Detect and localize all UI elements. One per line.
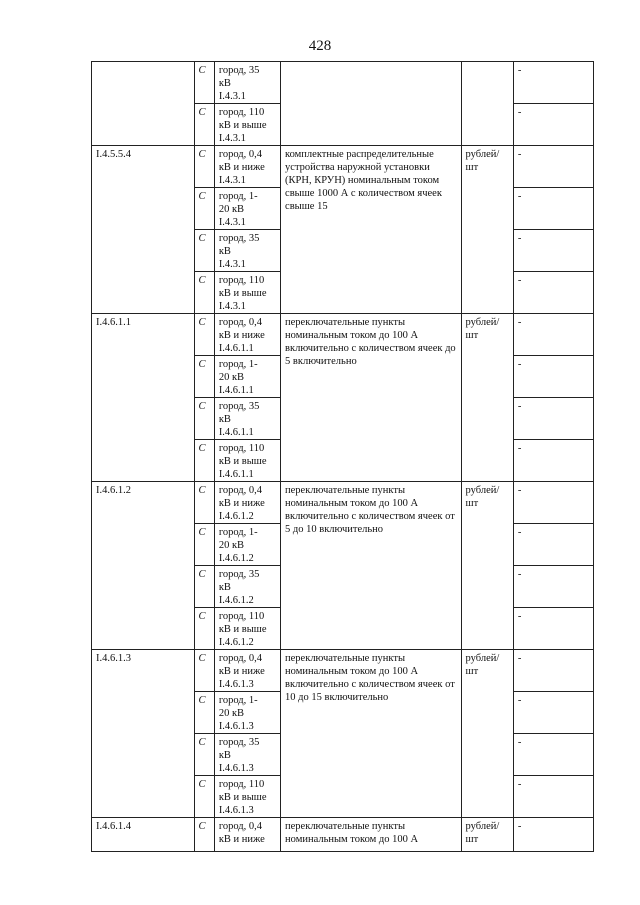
category-cell: С bbox=[194, 524, 214, 566]
voltage-city-line: город, 35 bbox=[218, 233, 260, 244]
voltage-city-line: I.4.6.1.2 bbox=[218, 595, 254, 606]
voltage-city-line: 20 кВ bbox=[218, 204, 245, 215]
voltage-city-line: I.4.3.1 bbox=[218, 301, 246, 312]
unit-line: рублей/ bbox=[465, 149, 500, 160]
voltage-city-line: кВ и ниже bbox=[218, 498, 265, 509]
value-cell: - bbox=[513, 818, 593, 852]
voltage-city-line: I.4.6.1.1 bbox=[218, 385, 254, 396]
voltage-city-line: I.4.6.1.3 bbox=[218, 763, 254, 774]
category-cell: С bbox=[194, 566, 214, 608]
value-cell: - bbox=[513, 524, 593, 566]
unit-cell bbox=[461, 146, 513, 314]
voltage-city-line: кВ bbox=[218, 750, 231, 761]
voltage-city-line: I.4.6.1.2 bbox=[218, 637, 254, 648]
voltage-city-cell bbox=[214, 398, 280, 440]
voltage-city-line: I.4.6.1.1 bbox=[218, 343, 254, 354]
voltage-city-cell bbox=[214, 440, 280, 482]
voltage-city-cell bbox=[214, 524, 280, 566]
category-cell: С bbox=[194, 482, 214, 524]
voltage-city-line: I.4.3.1 bbox=[218, 91, 246, 102]
unit-line: шт bbox=[465, 834, 479, 845]
item-code: I.4.6.1.2 bbox=[92, 482, 195, 650]
voltage-city-cell bbox=[214, 146, 280, 188]
voltage-city-line: I.4.6.1.1 bbox=[218, 427, 254, 438]
voltage-city-line: 20 кВ bbox=[218, 708, 245, 719]
voltage-city-line: I.4.3.1 bbox=[218, 133, 246, 144]
unit-line: рублей/ bbox=[465, 821, 500, 832]
voltage-city-line: кВ и выше bbox=[218, 792, 267, 803]
category-cell: С bbox=[194, 608, 214, 650]
unit-line: шт bbox=[465, 162, 479, 173]
item-description: комплектные распределительные устройства наружной установки (КРН, КРУН) номинальным током свыше 1000 А с количеством ячеек свыше 15 bbox=[281, 146, 462, 314]
unit-line: шт bbox=[465, 666, 479, 677]
voltage-city-cell bbox=[214, 230, 280, 272]
voltage-city-line: кВ и ниже bbox=[218, 834, 265, 845]
voltage-city-line: город, 110 bbox=[218, 443, 265, 454]
voltage-city-line: I.4.3.1 bbox=[218, 217, 246, 228]
category-cell: С bbox=[194, 440, 214, 482]
voltage-city-cell bbox=[214, 272, 280, 314]
voltage-city-line: I.4.6.1.3 bbox=[218, 679, 254, 690]
voltage-city-line: 20 кВ bbox=[218, 372, 245, 383]
category-cell: С bbox=[194, 650, 214, 692]
category-cell: С bbox=[194, 734, 214, 776]
voltage-city-line: I.4.3.1 bbox=[218, 175, 246, 186]
item-code: I.4.6.1.4 bbox=[92, 818, 195, 852]
table-row bbox=[92, 482, 594, 524]
voltage-city-line: кВ и выше bbox=[218, 456, 267, 467]
voltage-city-line: I.4.6.1.2 bbox=[218, 511, 254, 522]
unit-line: рублей/ bbox=[465, 317, 500, 328]
voltage-city-cell bbox=[214, 818, 280, 852]
voltage-city-line: кВ и выше bbox=[218, 288, 267, 299]
value-cell: - bbox=[513, 230, 593, 272]
voltage-city-line: кВ bbox=[218, 414, 231, 425]
tariff-table bbox=[91, 61, 594, 852]
voltage-city-line: город, 1- bbox=[218, 359, 258, 370]
voltage-city-line: кВ bbox=[218, 78, 231, 89]
code-cell-continued bbox=[92, 62, 195, 146]
category-cell: С bbox=[194, 398, 214, 440]
item-description: переключательные пункты номинальным током до 100 А включительно с количеством ячеек от 10 до 15 включительно bbox=[281, 650, 462, 818]
voltage-city-line: кВ и ниже bbox=[218, 330, 265, 341]
value-cell: - bbox=[513, 692, 593, 734]
voltage-city-cell bbox=[214, 650, 280, 692]
voltage-city-line: I.4.6.1.3 bbox=[218, 805, 254, 816]
voltage-city-line: кВ и ниже bbox=[218, 162, 265, 173]
category-cell: С bbox=[194, 230, 214, 272]
voltage-city-line: город, 35 bbox=[218, 401, 260, 412]
voltage-city-line: кВ и ниже bbox=[218, 666, 265, 677]
voltage-city-line: город, 1- bbox=[218, 527, 258, 538]
item-description: переключательные пункты номинальным током до 100 А включительно с количеством ячеек до 5 включительно bbox=[281, 314, 462, 482]
voltage-city-cell bbox=[214, 62, 280, 104]
table-row bbox=[92, 650, 594, 692]
desc-cell-continued bbox=[281, 62, 462, 146]
item-code: I.4.5.5.4 bbox=[92, 146, 195, 314]
voltage-city-line: кВ bbox=[218, 582, 231, 593]
voltage-city-line: I.4.6.1.2 bbox=[218, 553, 254, 564]
voltage-city-line: город, 110 bbox=[218, 107, 265, 118]
unit-line: шт bbox=[465, 498, 479, 509]
value-cell: - bbox=[513, 398, 593, 440]
unit-line: рублей/ bbox=[465, 485, 500, 496]
value-cell: - bbox=[513, 272, 593, 314]
value-cell: - bbox=[513, 608, 593, 650]
voltage-city-line: город, 110 bbox=[218, 611, 265, 622]
voltage-city-cell bbox=[214, 356, 280, 398]
value-cell: - bbox=[513, 146, 593, 188]
value-cell: - bbox=[513, 566, 593, 608]
category-cell: С bbox=[194, 776, 214, 818]
voltage-city-line: 20 кВ bbox=[218, 540, 245, 551]
voltage-city-line: город, 0,4 bbox=[218, 485, 263, 496]
category-cell: С bbox=[194, 356, 214, 398]
unit-cell bbox=[461, 818, 513, 852]
unit-cell bbox=[461, 314, 513, 482]
value-cell: - bbox=[513, 104, 593, 146]
voltage-city-line: город, 110 bbox=[218, 275, 265, 286]
value-cell: - bbox=[513, 314, 593, 356]
value-cell: - bbox=[513, 188, 593, 230]
unit-line: рублей/ bbox=[465, 653, 500, 664]
category-cell: С bbox=[194, 188, 214, 230]
voltage-city-line: I.4.6.1.1 bbox=[218, 469, 254, 480]
voltage-city-cell bbox=[214, 608, 280, 650]
item-description: переключательные пункты номинальным током до 100 А включительно с количеством ячеек от 5 до 10 включительно bbox=[281, 482, 462, 650]
voltage-city-line: кВ bbox=[218, 246, 231, 257]
item-code: I.4.6.1.1 bbox=[92, 314, 195, 482]
voltage-city-line: город, 0,4 bbox=[218, 149, 263, 160]
item-code: I.4.6.1.3 bbox=[92, 650, 195, 818]
value-cell: - bbox=[513, 650, 593, 692]
category-cell: С bbox=[194, 314, 214, 356]
voltage-city-line: город, 110 bbox=[218, 779, 265, 790]
value-cell: - bbox=[513, 440, 593, 482]
value-cell: - bbox=[513, 482, 593, 524]
value-cell: - bbox=[513, 356, 593, 398]
table-row bbox=[92, 818, 594, 852]
voltage-city-line: город, 0,4 bbox=[218, 821, 263, 832]
voltage-city-line: I.4.6.1.3 bbox=[218, 721, 254, 732]
voltage-city-cell bbox=[214, 314, 280, 356]
voltage-city-cell bbox=[214, 104, 280, 146]
voltage-city-line: город, 35 bbox=[218, 65, 260, 76]
voltage-city-line: город, 0,4 bbox=[218, 653, 263, 664]
voltage-city-cell bbox=[214, 734, 280, 776]
category-cell: С bbox=[194, 62, 214, 104]
voltage-city-cell bbox=[214, 482, 280, 524]
voltage-city-cell bbox=[214, 692, 280, 734]
category-cell: С bbox=[194, 146, 214, 188]
unit-line: шт bbox=[465, 330, 479, 341]
item-description: переключательные пункты номинальным током до 100 А bbox=[281, 818, 462, 852]
value-cell: - bbox=[513, 62, 593, 104]
voltage-city-line: город, 35 bbox=[218, 737, 260, 748]
voltage-city-line: I.4.3.1 bbox=[218, 259, 246, 270]
page-number: 428 bbox=[308, 38, 332, 54]
value-cell: - bbox=[513, 734, 593, 776]
category-cell: С bbox=[194, 104, 214, 146]
table-row bbox=[92, 62, 594, 104]
unit-cell bbox=[461, 650, 513, 818]
voltage-city-line: город, 35 bbox=[218, 569, 260, 580]
category-cell: С bbox=[194, 272, 214, 314]
voltage-city-line: город, 1- bbox=[218, 191, 258, 202]
voltage-city-line: город, 0,4 bbox=[218, 317, 263, 328]
table-row bbox=[92, 146, 594, 188]
voltage-city-line: город, 1- bbox=[218, 695, 258, 706]
voltage-city-cell bbox=[214, 188, 280, 230]
category-cell: С bbox=[194, 692, 214, 734]
voltage-city-cell bbox=[214, 566, 280, 608]
voltage-city-line: кВ и выше bbox=[218, 120, 267, 131]
category-cell: С bbox=[194, 818, 214, 852]
unit-cell bbox=[461, 482, 513, 650]
unit-cell-continued bbox=[461, 62, 513, 146]
voltage-city-cell bbox=[214, 776, 280, 818]
voltage-city-line: кВ и выше bbox=[218, 624, 267, 635]
table-row bbox=[92, 314, 594, 356]
value-cell: - bbox=[513, 776, 593, 818]
